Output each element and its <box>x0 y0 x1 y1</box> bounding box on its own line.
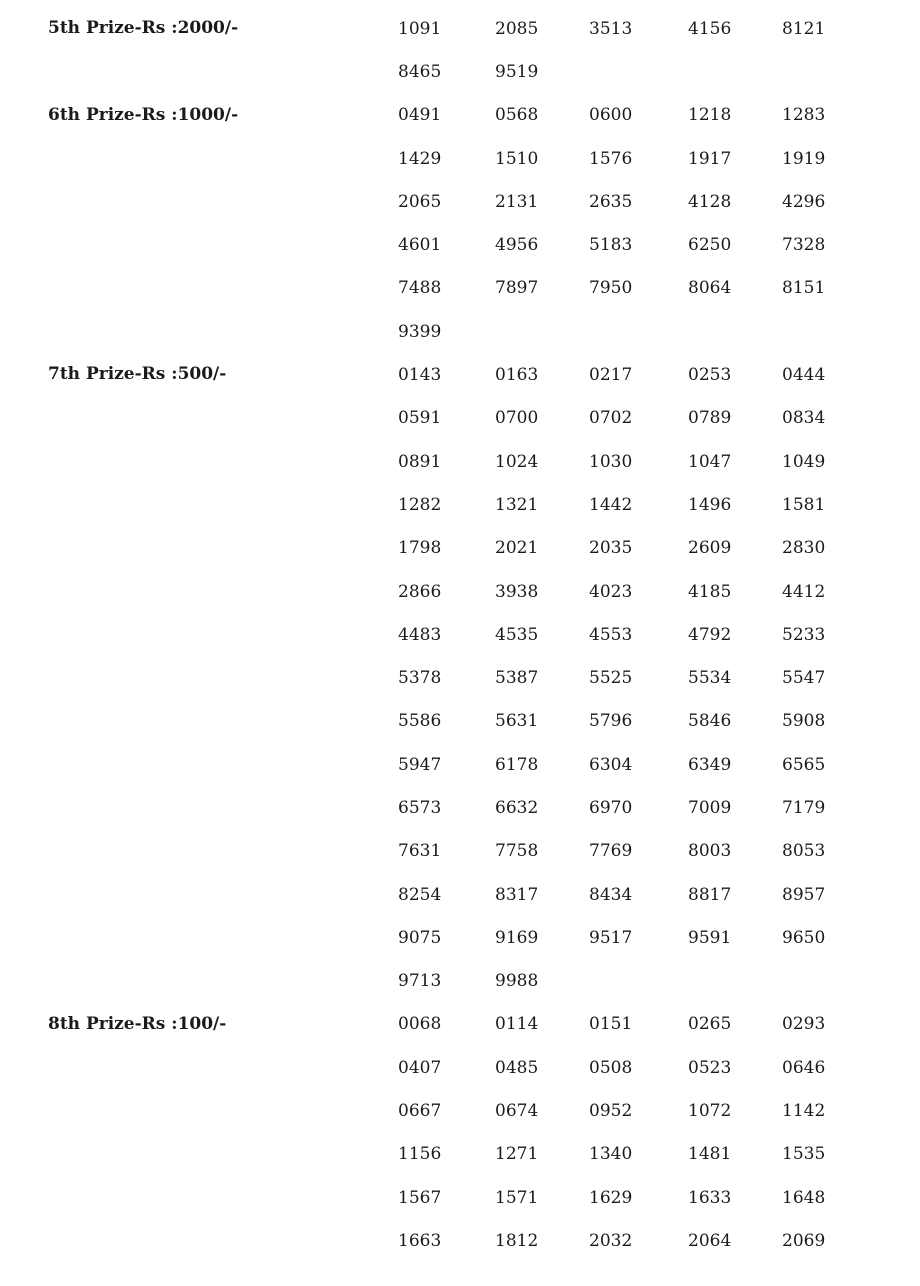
winning-number: 0667 <box>398 1101 442 1122</box>
numbers-row <box>398 743 920 786</box>
winning-number: 4128 <box>688 191 732 212</box>
winning-number: 2131 <box>495 191 539 212</box>
winning-number: 9399 <box>398 321 442 342</box>
numbers-row <box>398 570 920 613</box>
winning-number: 8254 <box>398 884 442 905</box>
winning-number: 5547 <box>782 668 826 689</box>
winning-number: 1567 <box>398 1187 442 1208</box>
prize-label: 6th Prize-Rs :1000/- <box>48 104 239 125</box>
winning-number: 1576 <box>589 148 633 169</box>
winning-number: 0700 <box>495 408 539 429</box>
prize-section <box>0 1003 920 1263</box>
winning-number: 5233 <box>782 624 826 645</box>
winning-number: 7328 <box>782 235 826 256</box>
winning-number: 2035 <box>589 538 633 559</box>
winning-number: 8434 <box>589 884 633 905</box>
winning-number: 7488 <box>398 278 442 299</box>
numbers-row <box>398 873 920 916</box>
winning-number: 1218 <box>688 105 732 126</box>
winning-number: 7758 <box>495 841 539 862</box>
winning-number: 9519 <box>495 61 539 82</box>
winning-number: 0485 <box>495 1057 539 1078</box>
winning-number: 1581 <box>782 494 826 515</box>
winning-number: 8817 <box>688 884 732 905</box>
winning-number: 9075 <box>398 927 442 948</box>
winning-number: 1812 <box>495 1230 539 1251</box>
numbers-row <box>398 7 920 50</box>
winning-number: 4535 <box>495 624 539 645</box>
winning-number: 8121 <box>782 18 826 39</box>
winning-number: 0523 <box>688 1057 732 1078</box>
winning-number: 1648 <box>782 1187 826 1208</box>
winning-number: 0591 <box>398 408 442 429</box>
winning-number: 1142 <box>782 1101 826 1122</box>
winning-number: 1030 <box>589 451 633 472</box>
numbers-row <box>398 656 920 699</box>
winning-number: 1510 <box>495 148 539 169</box>
winning-number: 1919 <box>782 148 826 169</box>
winning-number: 9713 <box>398 971 442 992</box>
winning-number: 4553 <box>589 624 633 645</box>
winning-number: 8465 <box>398 61 442 82</box>
winning-number: 1629 <box>589 1187 633 1208</box>
winning-number: 1271 <box>495 1144 539 1165</box>
winning-number: 1917 <box>688 148 732 169</box>
winning-number: 2069 <box>782 1230 826 1251</box>
winning-number: 6565 <box>782 754 826 775</box>
winning-number: 0407 <box>398 1057 442 1078</box>
winning-numbers-grid <box>398 7 920 94</box>
winning-number: 4296 <box>782 191 826 212</box>
winning-number: 2032 <box>589 1230 633 1251</box>
winning-number: 1633 <box>688 1187 732 1208</box>
numbers-row <box>398 1003 920 1046</box>
winning-number: 6970 <box>589 797 633 818</box>
winning-number: 3938 <box>495 581 539 602</box>
winning-number: 2021 <box>495 538 539 559</box>
winning-number: 5586 <box>398 711 442 732</box>
numbers-row <box>398 310 920 353</box>
prize-label: 5th Prize-Rs :2000/- <box>48 18 239 38</box>
winning-number: 0114 <box>495 1014 539 1035</box>
numbers-row <box>398 1046 920 1089</box>
winning-number: 0568 <box>495 105 539 126</box>
prize-label: 8th Prize-Rs :100/- <box>48 1013 227 1034</box>
winning-number: 4156 <box>688 18 732 39</box>
winning-number: 1496 <box>688 494 732 515</box>
winning-number: 8053 <box>782 841 826 862</box>
winning-number: 7897 <box>495 278 539 299</box>
winning-number: 0253 <box>688 365 732 386</box>
prize-section <box>0 94 920 354</box>
winning-number: 9988 <box>495 971 539 992</box>
numbers-row <box>398 1219 920 1262</box>
numbers-row <box>398 1176 920 1219</box>
winning-number: 4483 <box>398 624 442 645</box>
winning-number: 2085 <box>495 18 539 39</box>
winning-number: 4023 <box>589 581 633 602</box>
winning-number: 1442 <box>589 494 633 515</box>
winning-number: 1429 <box>398 148 442 169</box>
winning-number: 1798 <box>398 538 442 559</box>
winning-number: 5378 <box>398 668 442 689</box>
winning-number: 7769 <box>589 841 633 862</box>
numbers-row <box>398 786 920 829</box>
prize-label: 7th Prize-Rs :500/- <box>48 364 227 385</box>
numbers-row <box>398 830 920 873</box>
numbers-row <box>398 180 920 223</box>
winning-number: 1340 <box>589 1144 633 1165</box>
winning-number: 8064 <box>688 278 732 299</box>
winning-number: 1481 <box>688 1144 732 1165</box>
winning-number: 0143 <box>398 365 442 386</box>
winning-number: 1283 <box>782 105 826 126</box>
winning-number: 0952 <box>589 1101 633 1122</box>
winning-number: 8957 <box>782 884 826 905</box>
winning-number: 0444 <box>782 365 826 386</box>
winning-number: 0068 <box>398 1014 442 1035</box>
winning-number: 2609 <box>688 538 732 559</box>
winning-number: 8151 <box>782 278 826 299</box>
winning-number: 5631 <box>495 711 539 732</box>
winning-number: 1091 <box>398 18 442 39</box>
winning-numbers-grid <box>398 94 920 354</box>
winning-number: 6250 <box>688 235 732 256</box>
winning-numbers-grid <box>398 1003 920 1263</box>
winning-number: 6349 <box>688 754 732 775</box>
winning-number: 1156 <box>398 1144 442 1165</box>
winning-number: 4412 <box>782 581 826 602</box>
winning-number: 0508 <box>589 1057 633 1078</box>
winning-number: 5387 <box>495 668 539 689</box>
winning-number: 1321 <box>495 494 539 515</box>
winning-number: 6573 <box>398 797 442 818</box>
winning-number: 0834 <box>782 408 826 429</box>
winning-number: 1663 <box>398 1230 442 1251</box>
winning-number: 0293 <box>782 1014 826 1035</box>
winning-number: 5183 <box>589 235 633 256</box>
winning-number: 8003 <box>688 841 732 862</box>
winning-number: 5908 <box>782 711 826 732</box>
winning-number: 0491 <box>398 105 442 126</box>
winning-number: 2830 <box>782 538 826 559</box>
numbers-row <box>398 483 920 526</box>
winning-number: 0674 <box>495 1101 539 1122</box>
winning-number: 2635 <box>589 191 633 212</box>
winning-number: 0151 <box>589 1014 633 1035</box>
numbers-row <box>398 50 920 93</box>
winning-number: 5525 <box>589 668 633 689</box>
winning-number: 6632 <box>495 797 539 818</box>
winning-number: 4792 <box>688 624 732 645</box>
winning-number: 0702 <box>589 408 633 429</box>
numbers-row <box>398 353 920 396</box>
numbers-row <box>398 1089 920 1132</box>
winning-number: 0163 <box>495 365 539 386</box>
winning-number: 1072 <box>688 1101 732 1122</box>
winning-number: 1024 <box>495 451 539 472</box>
numbers-row <box>398 440 920 483</box>
prize-results-document <box>0 7 920 1263</box>
winning-number: 0217 <box>589 365 633 386</box>
winning-number: 9591 <box>688 927 732 948</box>
winning-number: 2866 <box>398 581 442 602</box>
winning-number: 0646 <box>782 1057 826 1078</box>
winning-number: 4185 <box>688 581 732 602</box>
winning-number: 4956 <box>495 235 539 256</box>
winning-number: 0600 <box>589 105 633 126</box>
prize-section <box>0 7 920 94</box>
winning-number: 8317 <box>495 884 539 905</box>
winning-number: 9517 <box>589 927 633 948</box>
numbers-row <box>398 916 920 959</box>
winning-number: 5846 <box>688 711 732 732</box>
winning-number: 2065 <box>398 191 442 212</box>
numbers-row <box>398 960 920 1003</box>
numbers-row <box>398 1133 920 1176</box>
winning-number: 1282 <box>398 494 442 515</box>
winning-number: 7631 <box>398 841 442 862</box>
numbers-row <box>398 613 920 656</box>
numbers-row <box>398 137 920 180</box>
numbers-row <box>398 223 920 266</box>
numbers-row <box>398 94 920 137</box>
numbers-row <box>398 527 920 570</box>
numbers-row <box>398 700 920 743</box>
winning-number: 4601 <box>398 235 442 256</box>
winning-number: 6304 <box>589 754 633 775</box>
winning-number: 5796 <box>589 711 633 732</box>
winning-number: 0891 <box>398 451 442 472</box>
winning-number: 7179 <box>782 797 826 818</box>
winning-number: 2064 <box>688 1230 732 1251</box>
winning-number: 9650 <box>782 927 826 948</box>
winning-numbers-grid <box>398 353 920 1002</box>
winning-number: 7009 <box>688 797 732 818</box>
winning-number: 5947 <box>398 754 442 775</box>
winning-number: 7950 <box>589 278 633 299</box>
winning-number: 0265 <box>688 1014 732 1035</box>
prize-section <box>0 353 920 1002</box>
numbers-row <box>398 267 920 310</box>
winning-number: 3513 <box>589 18 633 39</box>
winning-number: 6178 <box>495 754 539 775</box>
winning-number: 0789 <box>688 408 732 429</box>
winning-number: 1571 <box>495 1187 539 1208</box>
winning-number: 5534 <box>688 668 732 689</box>
winning-number: 1049 <box>782 451 826 472</box>
winning-number: 1047 <box>688 451 732 472</box>
numbers-row <box>398 397 920 440</box>
winning-number: 1535 <box>782 1144 826 1165</box>
winning-number: 9169 <box>495 927 539 948</box>
